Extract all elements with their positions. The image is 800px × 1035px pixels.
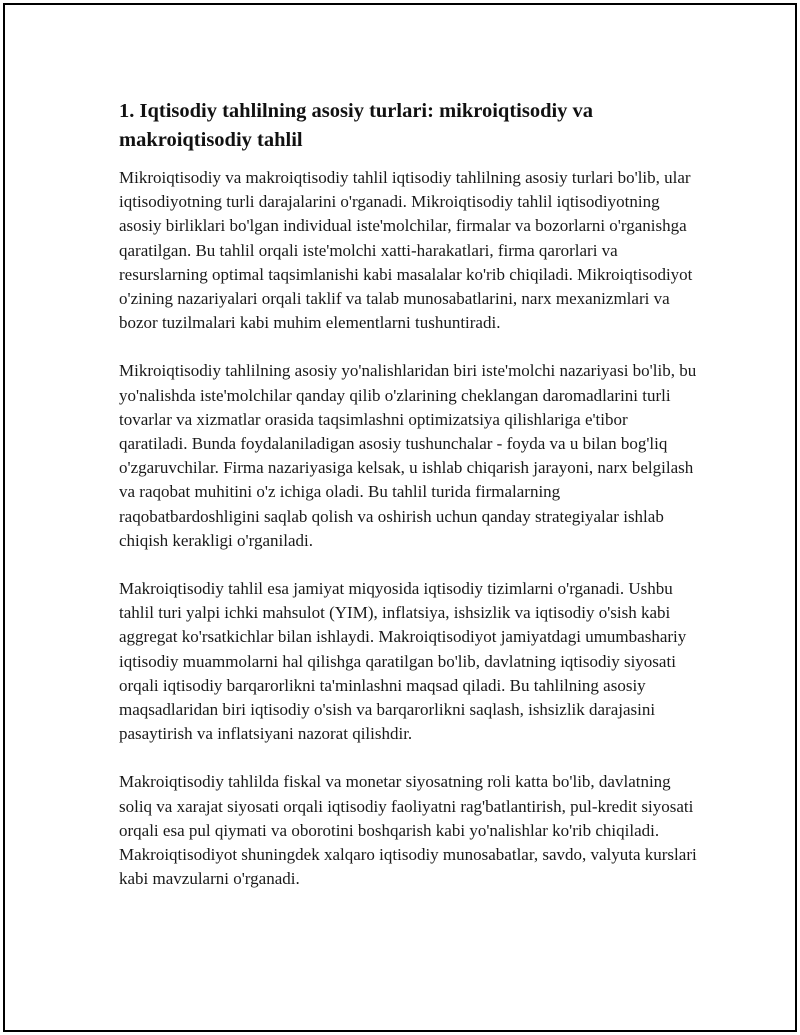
section-heading: 1. Iqtisodiy tahlilning asosiy turlari: mikroiqtisodiy va makroiqtisodiy tahlil [119,100,594,151]
paragraph-2: Mikroiqtisodiy tahlilning asosiy yo'nalishlaridan biri iste'molchi nazariyasi bo'lib, bu yo'nalishda iste'molchilar qanday qilib o'zlarining cheklangan daromadlarini turli tovarlar va xizmatlar orasida taqsimlashni optimizatsiya qilishlariga e'tibor qaratiladi. Bunda foydalaniladigan asosiy tushunchalar - foyda va u bilan bog'liq o'zgaruvchilar. Firma nazariyasiga kelsak, u ishlab chiqarish jarayoni, narx belgilash va raqobat muhitini o'z ichiga oladi. Bu tahlil turida firmalarning raqobatbardoshligini saqlab qolish va oshirish uchun qanday strategiyalar ishlab chiqish kerakligi o'rganiladi. [119,361,697,550]
paragraph-3: Makroiqtisodiy tahlil esa jamiyat miqyosida iqtisodiy tizimlarni o'rganadi. Ushbu tahlil turi yalpi ichki mahsulot (YIM), inflatsiya, ishsizlik va iqtisodiy o'sish kabi aggregat ko'rsatkichlar bilan ishlaydi. Makroiqtisodiyot jamiyatdagi umumbashariy iqtisodiy muammolarni hal qilishga qaratilgan bo'lib, davlatning iqtisodiy siyosati orqali iqtisodiy barqarorlikni ta'minlashni maqsad qiladi. Bu tahlilning asosiy maqsadlaridan biri iqtisodiy o'sish va barqarorlikni saqlash, ishsizlik darajasini pasaytirish va inflatsiyani nazorat qilishdir. [119,579,687,744]
document-body [119,97,699,915]
document-page [3,3,797,1032]
paragraph-4: Makroiqtisodiy tahlilda fiskal va monetar siyosatning roli katta bo'lib, davlatning soliq va xarajat siyosati orqali iqtisodiy faoliyatni rag'batlantirish, pul-kredit siyosati orqali esa pul qiymati va oborotini boshqarish kabi yo'nalishlar ko'rib chiqiladi. Makroiqtisodiyot shuningdek xalqaro iqtisodiy munosabatlar, savdo, valyuta kurslari kabi mavzularni o'rganadi. [119,772,697,889]
paragraph-1: Mikroiqtisodiy va makroiqtisodiy tahlil iqtisodiy tahlilning asosiy turlari bo'lib, ular iqtisodiyotning turli darajalarini o'rganadi. Mikroiqtisodiy tahlil iqtisodiyotning asosiy birliklari bo'lgan individual iste'molchilar, firmalar va bozorlarni o'rganishga qaratilgan. Bu tahlil orqali iste'molchi xatti-harakatlari, firma qarorlari va resurslarning optimal taqsimlanishi kabi masalalar ko'rib chiqiladi. Mikroiqtisodiyot o'zining nazariyalari orqali taklif va talab munosabatlarini, narx mexanizmlari va bozor tuzilmalari kabi muhim elementlarni tushuntiradi. [119,168,693,333]
